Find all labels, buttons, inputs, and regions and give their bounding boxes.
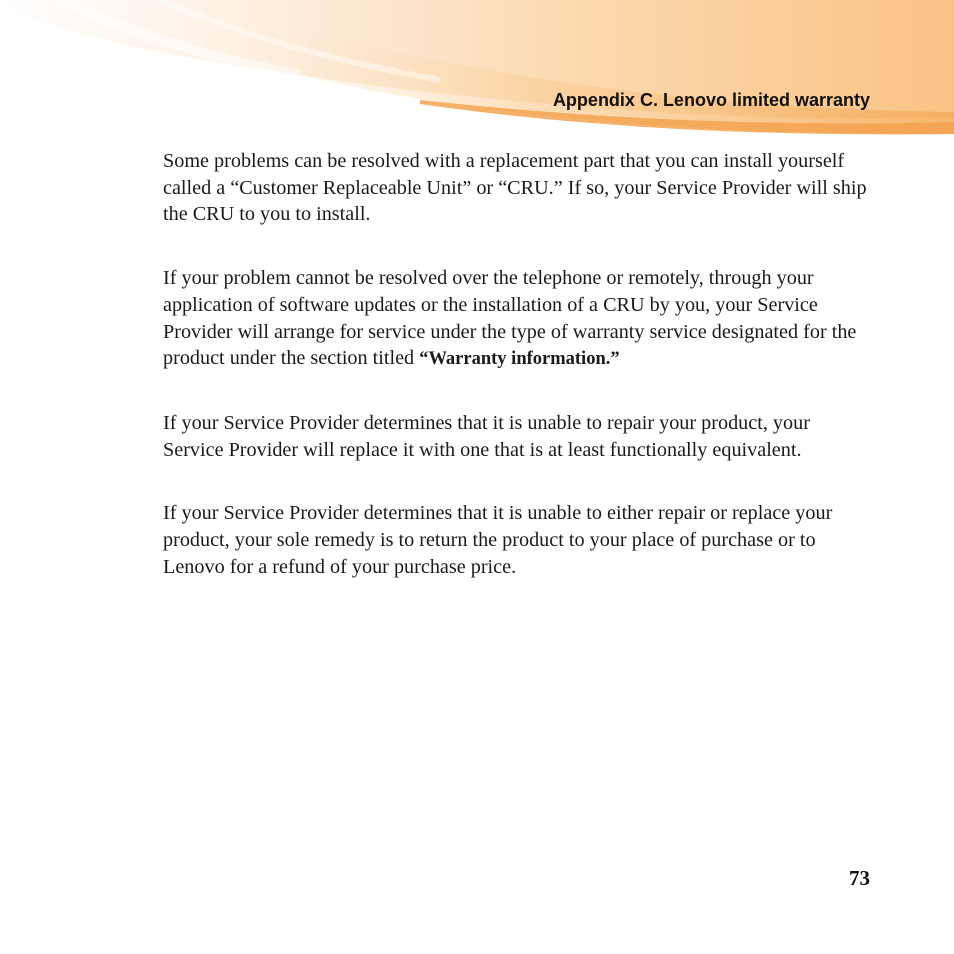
paragraph-1: Some problems can be resolved with a replacement part that you can install yourself called a “Customer Replaceable Unit” or “CRU.” If so, your Service Provider will ship the CRU to you to install.: [163, 150, 867, 226]
paragraph-2-emphasis: “Warranty information.”: [419, 349, 620, 370]
header-decorative-band: [0, 0, 954, 140]
paragraph-4: If your Service Provider determines that it is unable to either repair or replace your product, your sole remedy is to return the product to your place of purchase or to Lenovo for a refund of your purchase price.: [163, 502, 833, 578]
paragraph-2-text: If your problem cannot be resolved over the telephone or remotely, through your application of software updates or the installation of a CRU by you, your Service Provider will arrange for service under the type of warranty service designated for the product under the section titled: [163, 267, 857, 370]
paragraph-3: If your Service Provider determines that it is unable to repair your product, your Service Provider will replace it with one that is at least functionally equivalent.: [163, 411, 810, 461]
page-number: 73: [849, 866, 870, 890]
body-content: [163, 148, 875, 617]
running-header-title: Appendix C. Lenovo limited warranty: [552, 90, 870, 110]
paragraph-2: [163, 265, 875, 373]
